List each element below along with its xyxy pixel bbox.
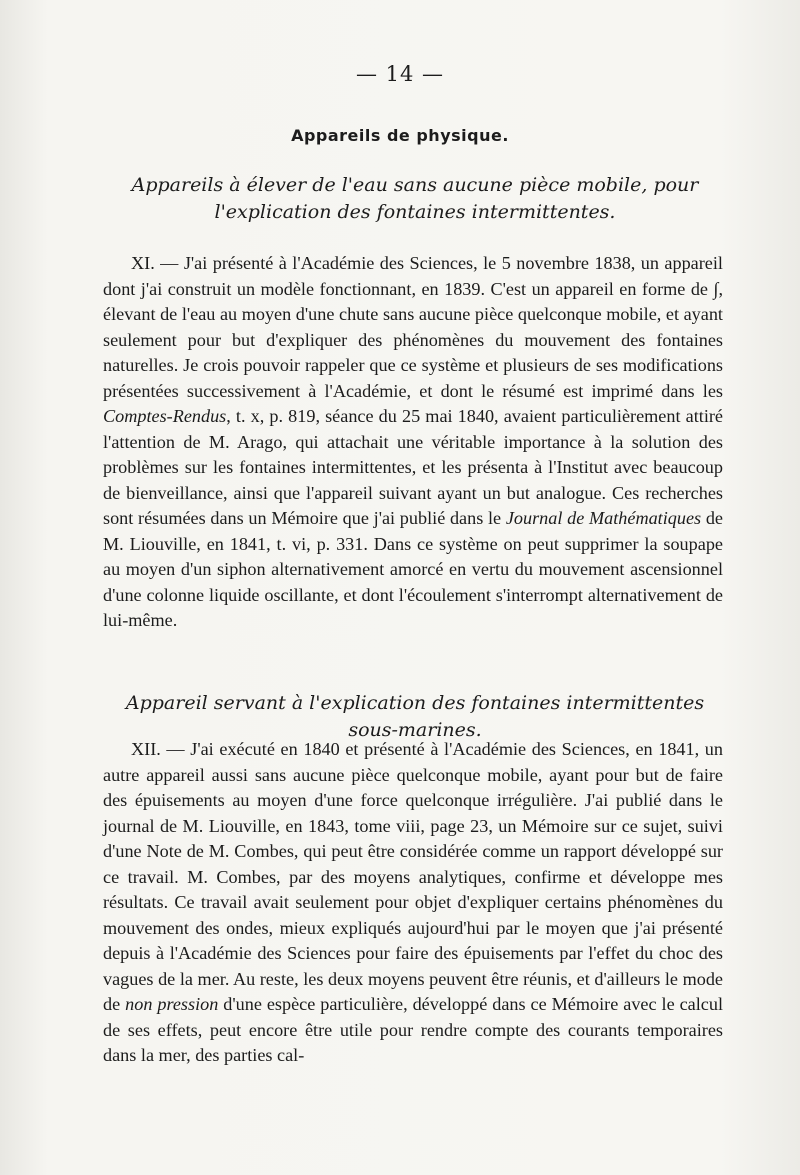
section-title: Appareils de physique. [291,126,509,145]
paragraph-xi-text-c: de M. Liouville, en 1841, t. vi, p. 331. Dans ce système on peut supprimer la soupape au moyen d'un siphon alternativement amorcé en vertu du mouvement ascensionnel d'une colonne liquide oscillante, et dont l'écoulement s'interrompt alternativement de lui-même. [103,508,723,630]
subheading-fountains: Appareils à élever de l'eau sans aucune pièce mobile, pour l'explication des fontaines intermittentes. [131,174,699,223]
page-number: — 14 — [355,62,445,86]
paragraph-xi-text-b: , t. x, p. 819, séance du 25 mai 1840, avaient particulièrement attiré l'attention de M. Arago, qui attachait une véritable importance à la solution des problèmes sur les fontaines intermittentes, et les présenta à l'Institut avec beaucoup de bienveillance, ainsi que l'appareil suivant ayant un but analogue. Ces recherches sont résumées dans un Mémoire que j'ai publié dans le [103,406,723,528]
paragraph-xii-text-b: d'une espèce particulière, développé dans ce Mémoire avec le calcul de ses effets, peut encore être utile pour rendre compte des courants temporaires dans la mer, des parties cal- [103,994,724,1065]
paragraph-xi [103,251,723,634]
paragraph-xi-text-a: XI. — J'ai présenté à l'Académie des Sciences, le 5 novembre 1838, un appareil dont j'ai construit un modèle fonctionnant, en 1839. C'est un appareil en forme de ∫, élevant de l'eau au moyen d'une chute sans aucune pièce quelconque mobile, et ayant seulement pour but d'expliquer des phénomènes du mouvement des fontaines naturelles. Je crois pouvoir rappeler que ce système et plusieurs de ses modifications présentées successivement à l'Académie, et dont le résumé est imprimé dans les [103,253,723,401]
journal-title: Journal de Mathématiques [505,508,702,528]
non-pression-term: non pression [125,994,219,1014]
subheading-submarine-fountains: Appareil servant à l'explication des fontaines intermittentes sous-marines. [125,692,705,741]
paragraph-xii-text-a: XII. — J'ai exécuté en 1840 et présenté à l'Académie des Sciences, en 1841, un autre appareil aussi sans aucune pièce quelconque mobile, ayant pour but de faire des épuisements au moyen d'une force quelconque irrégulière. J'ai publié dans le journal de M. Liouville, en 1843, tome viii, page 23, un Mémoire sur ce sujet, suivi d'une Note de M. Combes, qui peut être considérée comme un rapport développé sur ce travail. M. Combes, par des moyens analytiques, confirme et développe mes résultats. Ce travail avait seulement pour objet d'expliquer certains phénomènes du mouvement des ondes, mieux expliqués aujourd'hui par le moyen que j'ai présenté depuis à l'Académie des Sciences pour faire des épuisements par l'effet du choc des vagues de la mer. Au reste, les deux moyens peuvent être réunis, et d'ailleurs le mode de [103,739,723,1014]
paragraph-xii [103,737,723,1069]
comptes-rendus-title: Comptes-Rendus [103,406,227,426]
